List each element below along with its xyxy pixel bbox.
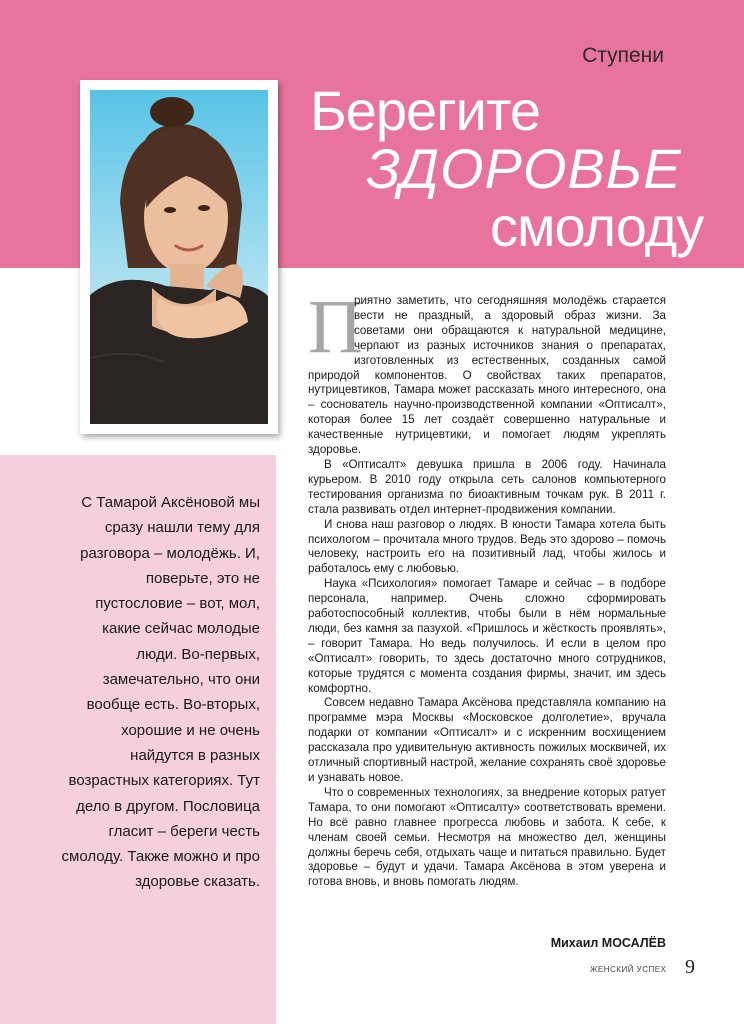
drop-cap: П: [308, 285, 363, 369]
article-author: Михаил МОСАЛЁВ: [550, 936, 666, 950]
headline-line-1: Берегите: [310, 79, 541, 142]
portrait-photo: [90, 90, 268, 424]
page-number: 9: [685, 956, 695, 978]
article-paragraph: В «Оптисалт» девушка пришла в 2006 году. Начинала курьером. В 2010 году открыла сеть салонов компьютерного тестирования организма по биоактивным точкам рук. В 2011 г. стала развивать отдел интернет-продвижения компании.: [308, 457, 666, 516]
article-paragraph: Наука «Психология» помогает Тамаре и сейчас – в подборе персонала, например. Очень сложно сформировать работоспособный коллектив, чтобы были в нём нормальные люди, без камня за пазухой. «Пришлось и жёсткость проявлять», – говорит Тамара. Но ведь получилось. И если в целом про «Оптисалт» говорить, то здесь достаточно много сотрудников, которые трудятся с момента создания фирмы, значит, им здесь комфортно.: [308, 577, 666, 695]
article-paragraph-text: риятно заметить, что сегодняшняя молодёжь старается вести не праздный, а здоровый образ жизни. За советами они обращаются к натуральной медицине, черпают из разных источников знания о препаратах, изготовленных из естественных, созданных самой природой компонентов. О свойствах таких препаратов, нутрицевтиков, Тамара может рассказать много интересного, она – соснователь научно-производственной компании «Оптисалт», которая более 15 лет создаёт совершенно натуральные и качественные нутрицевтики, и помогает людям укреплять здоровье.: [308, 294, 666, 457]
magazine-name: ЖЕНСКИЙ УСПЕХ: [590, 965, 667, 974]
sidebar-quote: С Тамарой Аксёновой мы сразу нашли тему для разговора – молодёжь. И, поверьте, это не пустословие – вот, мол, какие сейчас молодые люди. Во-первых, замечательно, что они вообще есть. Во-вторых, хорошие и не очень найдутся в разных возрастных категориях. Тут дело в другом. Пословица гласит – береги честь смолоду. Также можно и про здоровье сказать.: [61, 494, 260, 891]
article-paragraph: Совсем недавно Тамара Аксёнова представляла компанию на программе мэра Москвы «Московское долголетие», вручала подарки от компании «Оптисалт» и с искренним восхищением рассказала про удивительную активность пожилых москвичей, их отличный спортивный настрой, желание сохранять своё здоровье и узнавать новое.: [308, 696, 666, 784]
section-label: Ступени: [582, 44, 664, 67]
article-paragraph: Что о современных технологиях, за внедрение которых ратует Тамара, то они помогают «Оптисалту» соответствовать времени. Но всё равно главнее прогресса любовь и забота. К себе, к членам своей семьи. Несмотря на множество дел, женщины должны беречь себя, отдыхать чаще и питаться правильно. Будет здоровье – будут и удачи. Тамара Аксёнова в этом уверена и готова вновь, и вновь помогать людям.: [308, 785, 666, 889]
article-paragraph: [308, 285, 666, 458]
article-body: [308, 285, 666, 890]
headline-line-2: ЗДОРОВЬЕ: [366, 137, 682, 200]
article-paragraph: И снова наш разговор о людях. В юности Тамара хотела быть психологом – прочитала много трудов. Ведь это здорово – помочь человеку, настроить его на позитивный лад, чтобы жилось и работалось ему с любовью.: [308, 517, 666, 576]
headline-line-3: смолоду: [490, 195, 704, 258]
portrait-photo-frame: [80, 80, 278, 434]
portrait-illustration: [90, 90, 268, 424]
